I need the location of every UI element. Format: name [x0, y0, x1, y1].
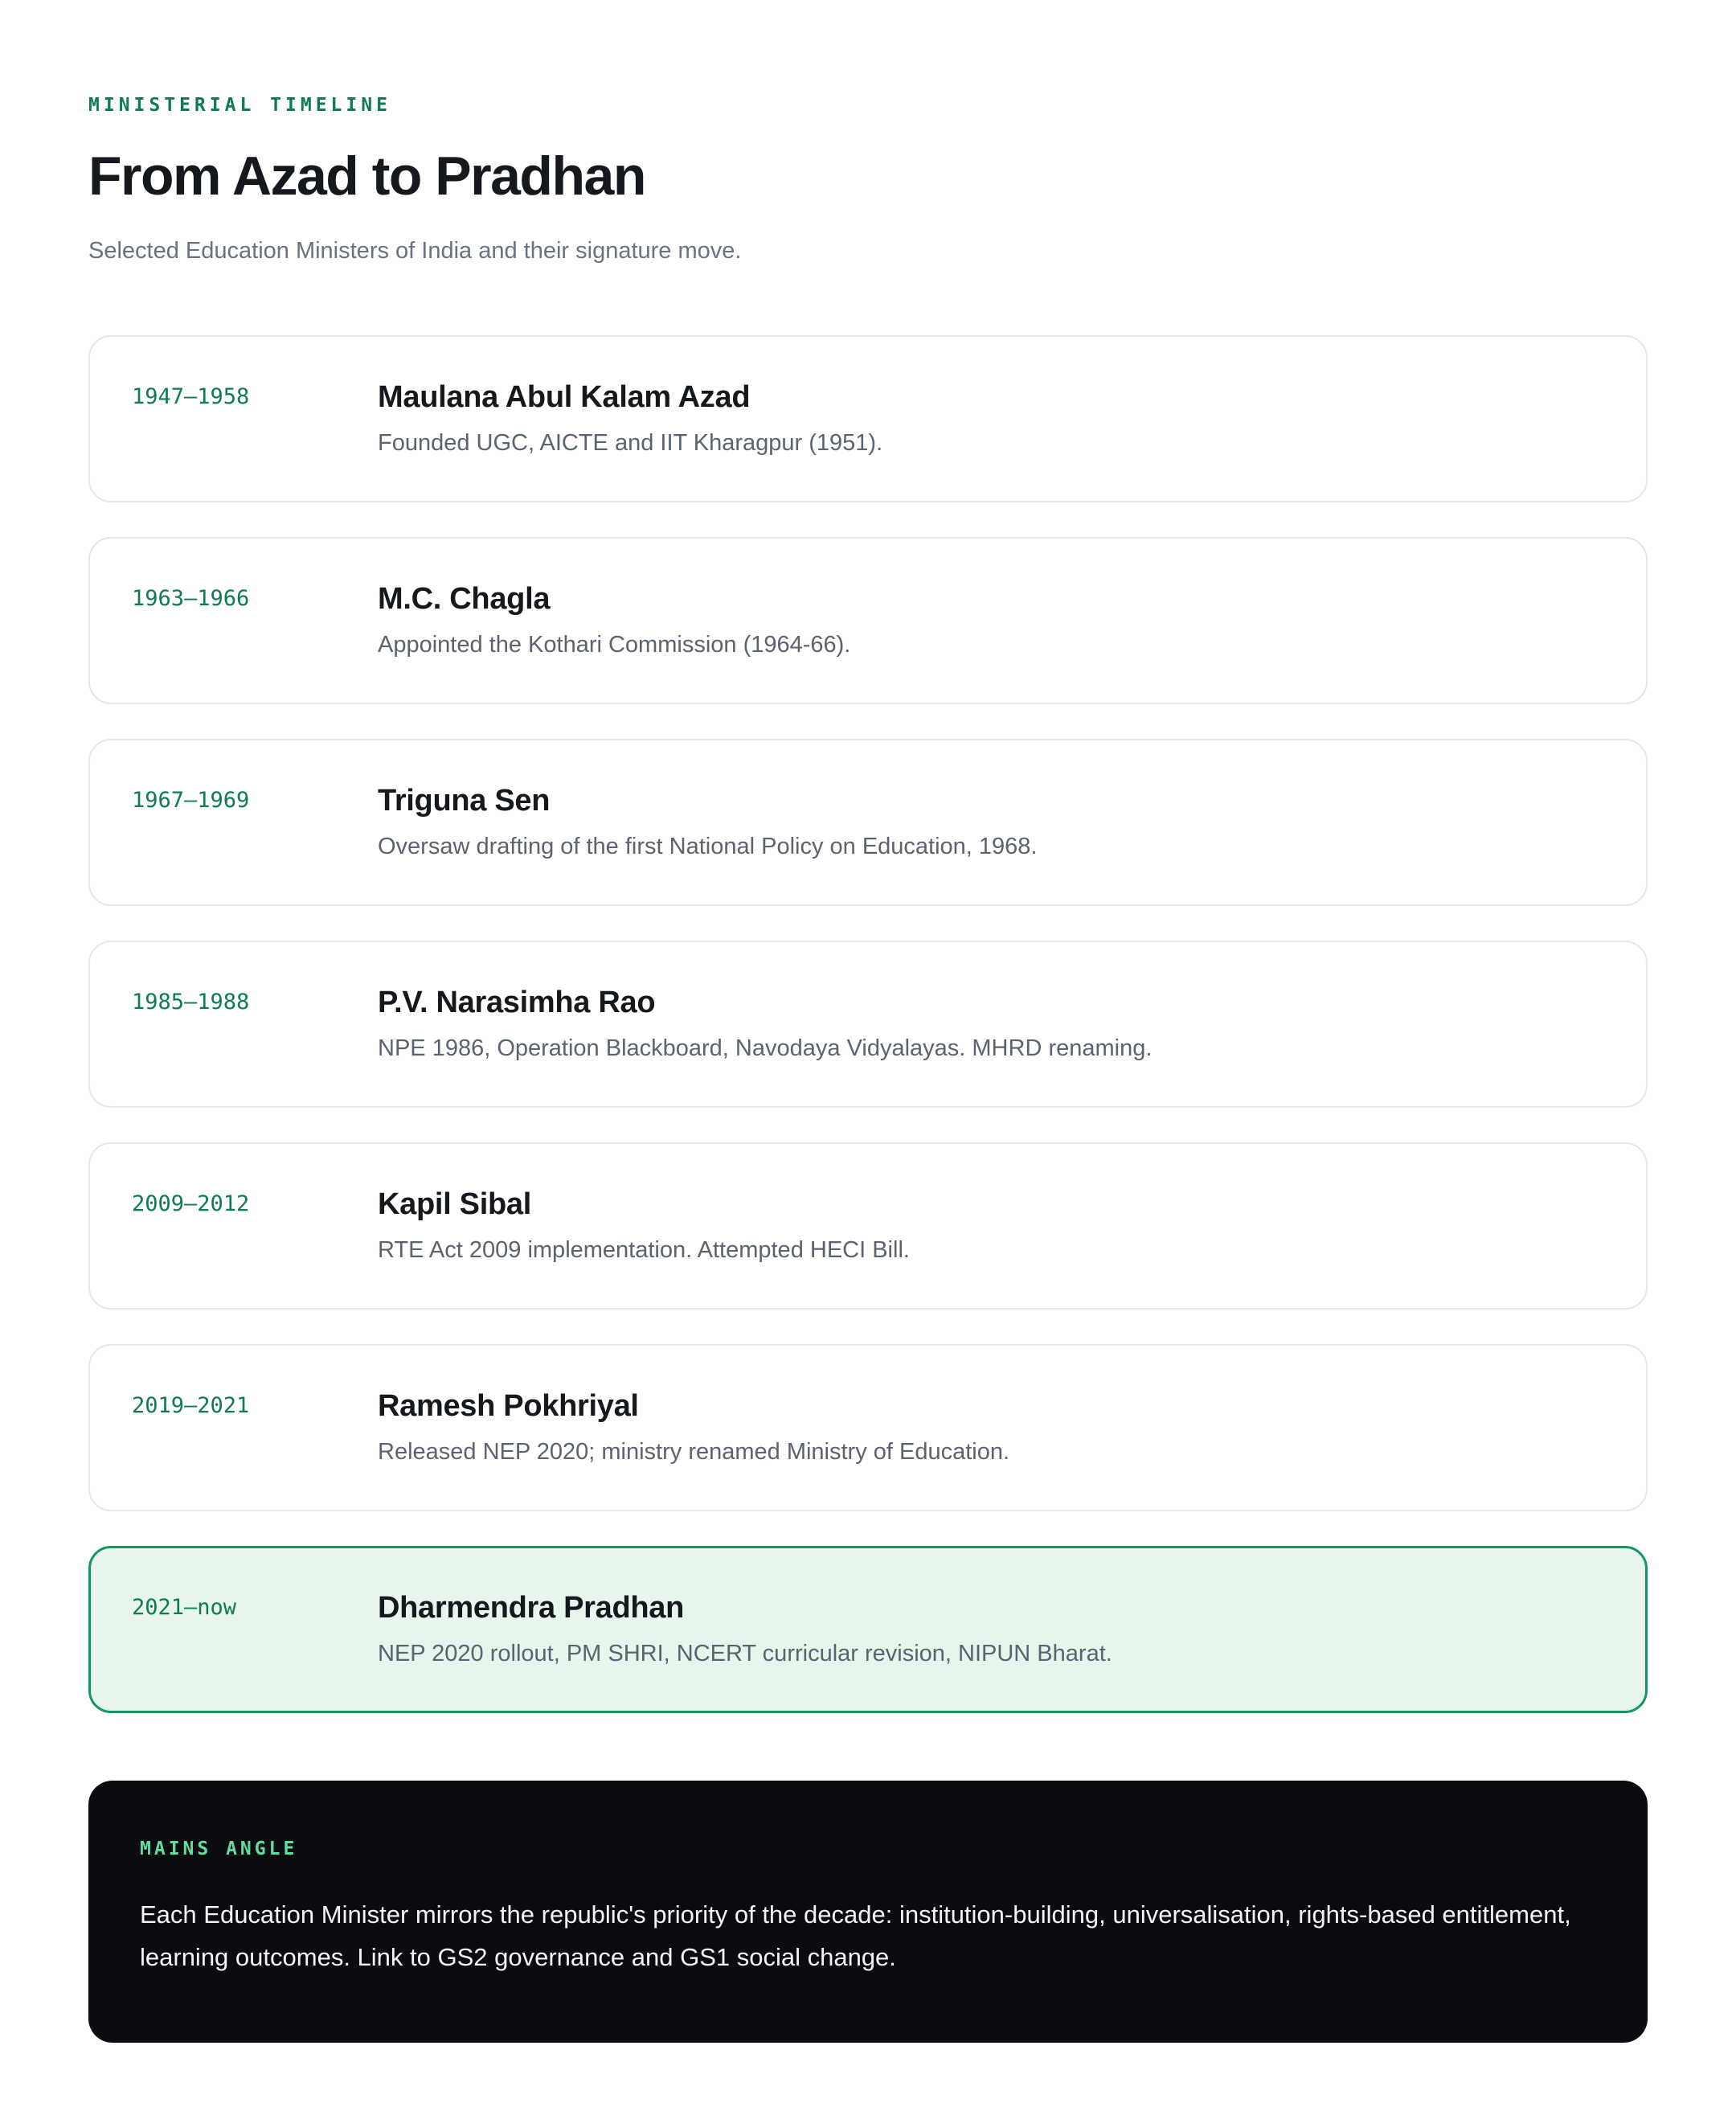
minister-name: Ramesh Pokhriyal [378, 1389, 639, 1423]
minister-signature-move: Oversaw drafting of the first National Policy on Education, 1968. [378, 834, 1038, 859]
card-content [378, 984, 1152, 1064]
card-years: 2019–2021 [132, 1393, 250, 1418]
card-content [378, 580, 850, 661]
card-content [378, 1388, 1009, 1468]
minister-name: Kapil Sibal [378, 1187, 531, 1221]
minister-signature-move: RTE Act 2009 implementation. Attempted HECI Bill. [378, 1237, 910, 1263]
timeline-card-sen [88, 739, 1648, 906]
timeline-card-rao [88, 941, 1648, 1108]
page-title: From Azad to Pradhan [88, 146, 645, 207]
minister-name: M.C. Chagla [378, 582, 551, 616]
timeline-card-pradhan-current [88, 1546, 1648, 1713]
card-content [378, 782, 1038, 863]
minister-name: Maulana Abul Kalam Azad [378, 380, 751, 414]
timeline-card-azad [88, 335, 1648, 502]
card-years: 1947–1958 [132, 384, 250, 409]
minister-signature-move: NPE 1986, Operation Blackboard, Navodaya Vidyalayas. MHRD renaming. [378, 1035, 1153, 1061]
minister-name: Triguna Sen [378, 784, 551, 818]
mains-angle-label: MAINS ANGLE [140, 1839, 298, 1859]
mains-angle-card [88, 1781, 1648, 2043]
minister-signature-move: Appointed the Kothari Commission (1964-66). [378, 632, 851, 658]
card-years: 1967–1969 [132, 788, 250, 813]
page-eyebrow: MINISTERIAL TIMELINE [88, 95, 391, 116]
card-years: 1985–1988 [132, 990, 250, 1015]
minister-name: P.V. Narasimha Rao [378, 986, 656, 1019]
card-content [378, 1589, 1112, 1670]
minister-signature-move: Released NEP 2020; ministry renamed Ministry of Education. [378, 1439, 1010, 1465]
minister-signature-move: Founded UGC, AICTE and IIT Kharagpur (1951). [378, 430, 883, 456]
timeline-card-pokhriyal [88, 1344, 1648, 1511]
card-years: 1963–1966 [132, 586, 250, 611]
mains-angle-text: Each Education Minister mirrors the republic's priority of the decade: institution-building, universalisation, rights-based entitlement, learning outcomes. Link to GS2 governance and GS1 social change. [140, 1900, 1571, 1971]
timeline-card-chagla [88, 537, 1648, 704]
timeline-card-sibal [88, 1142, 1648, 1310]
card-content [378, 1186, 910, 1266]
card-content [378, 379, 882, 459]
card-years: 2009–2012 [132, 1191, 250, 1216]
minister-name: Dharmendra Pradhan [378, 1591, 685, 1625]
page-subtitle: Selected Education Ministers of India and their signature move. [88, 238, 742, 264]
card-years: 2021–now [132, 1595, 237, 1620]
timeline-card-list [88, 335, 1648, 1713]
minister-signature-move: NEP 2020 rollout, PM SHRI, NCERT curricular revision, NIPUN Bharat. [378, 1641, 1112, 1666]
